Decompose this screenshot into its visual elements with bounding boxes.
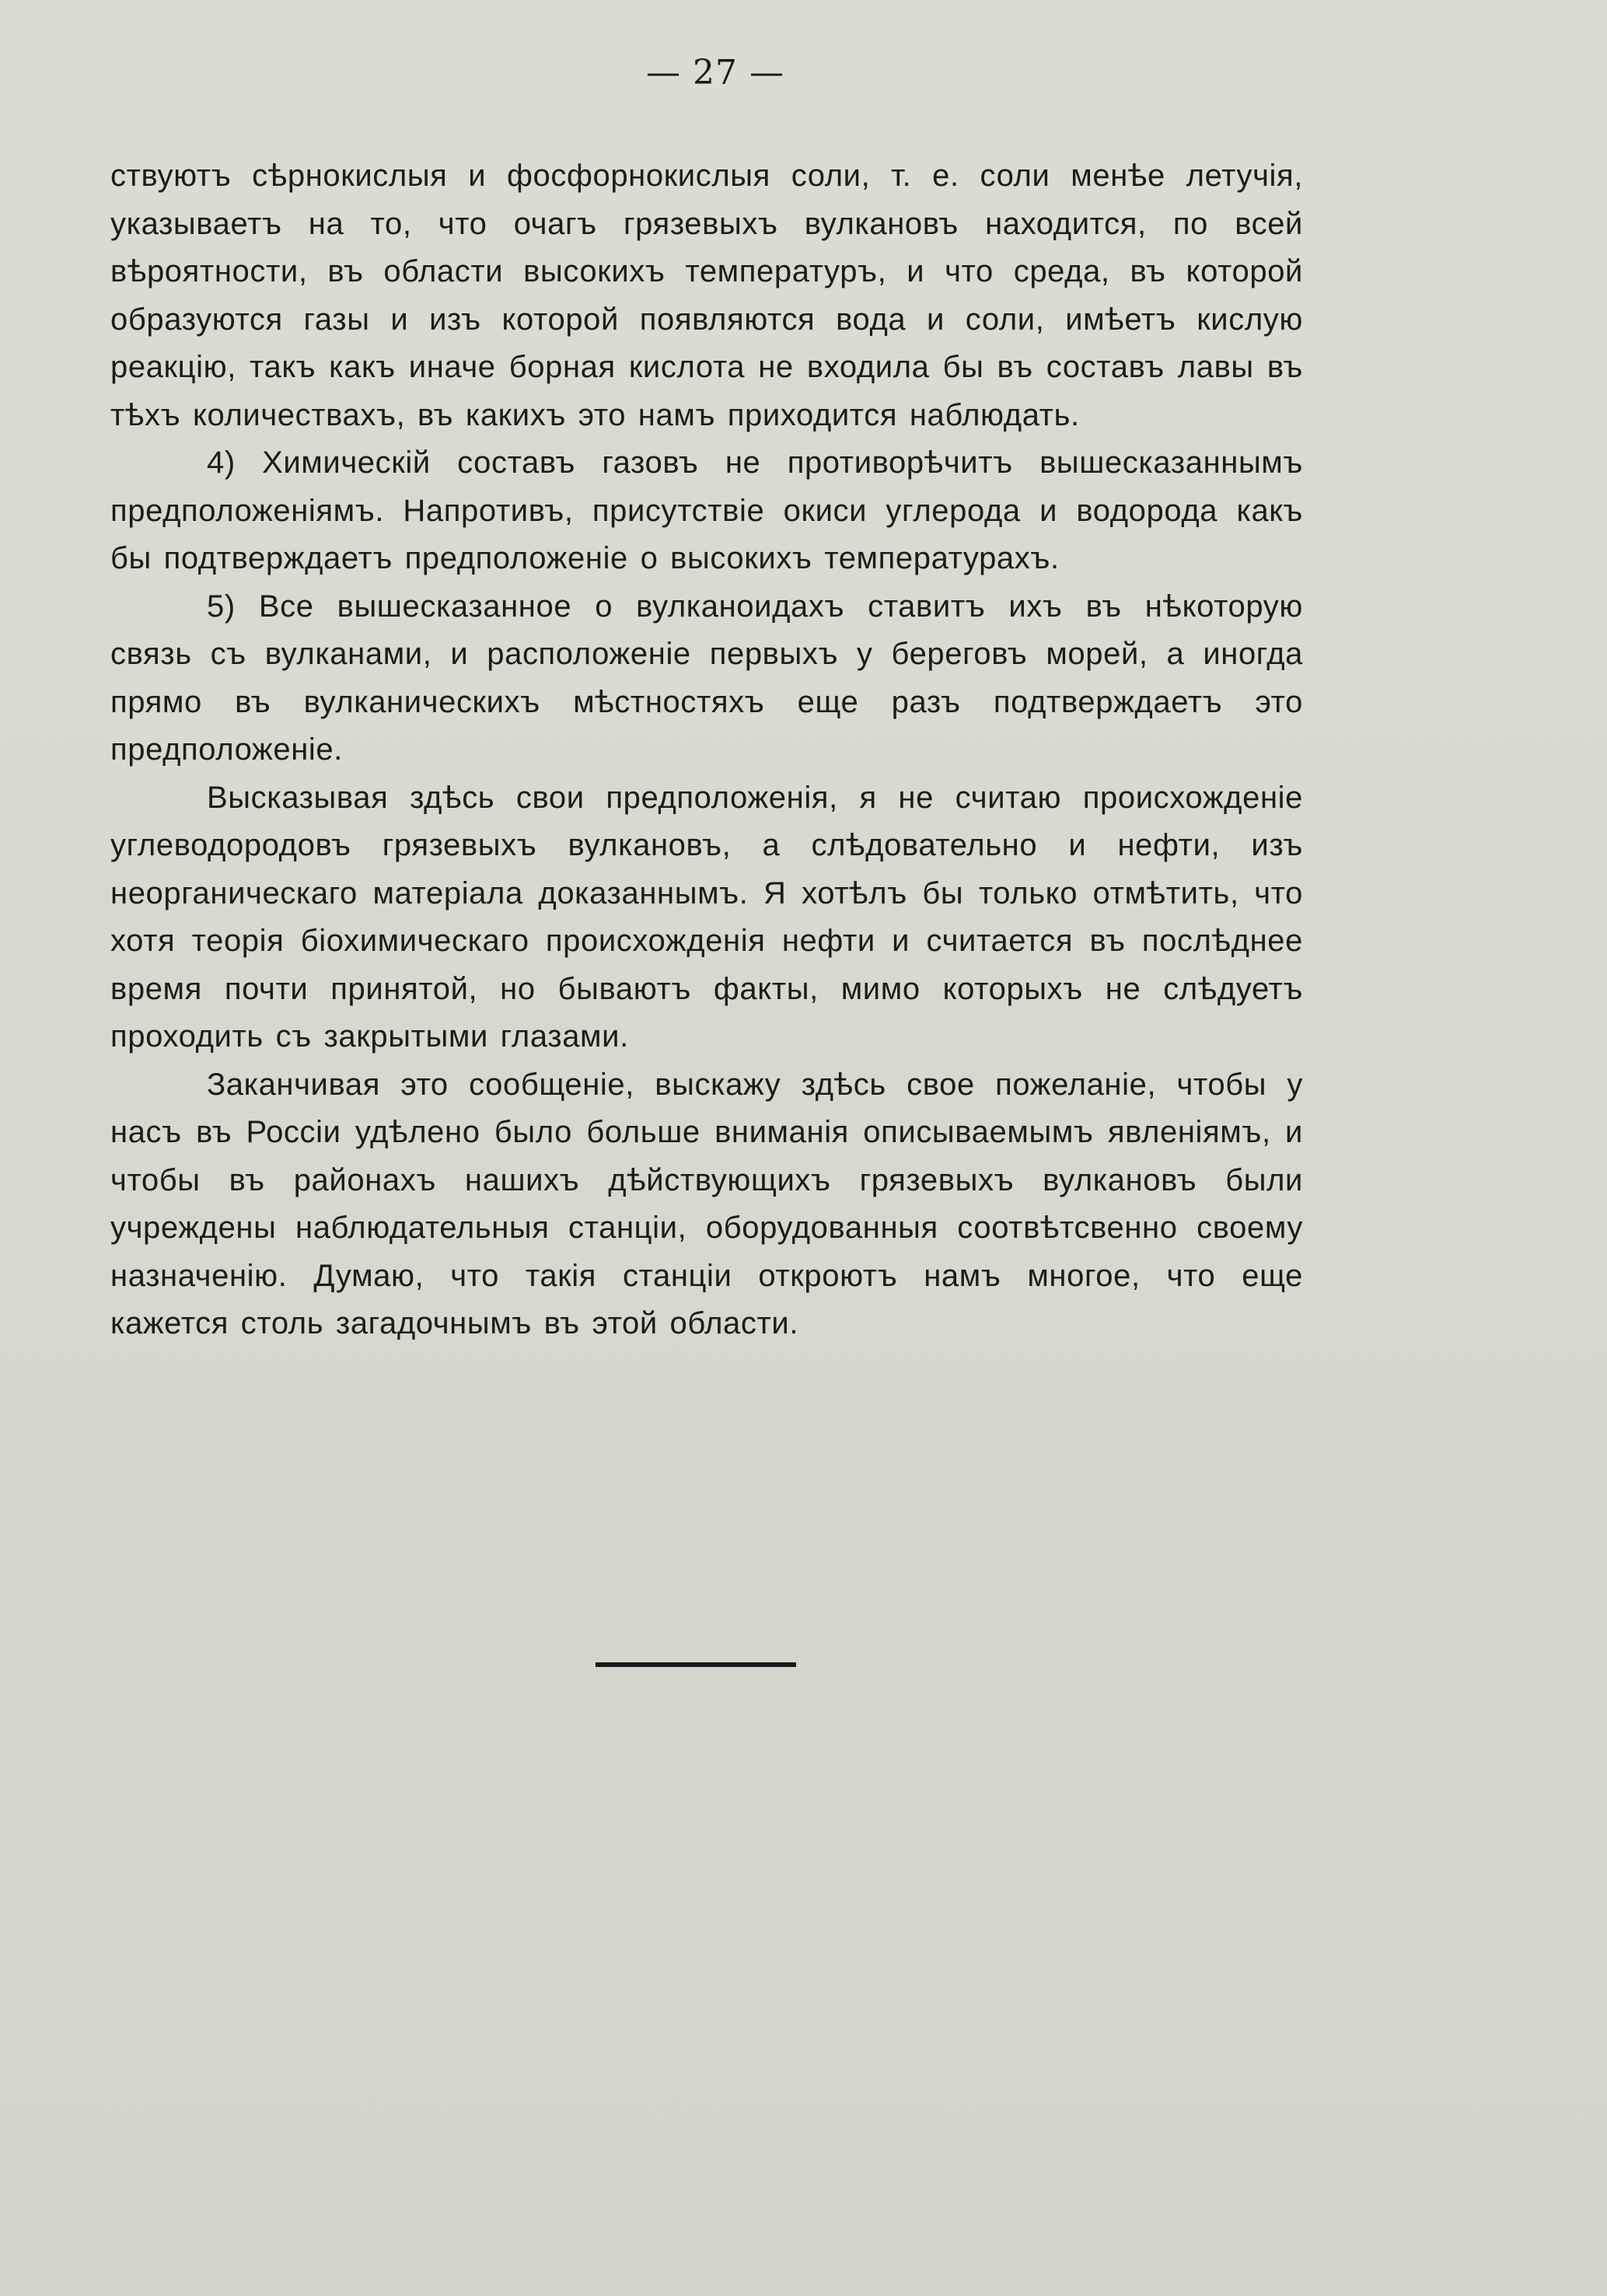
paragraph-hypothesis: Высказывая здѣсь свои предположенія, я не считаю происхожденіе углеводородовъ грязевыхъ вулкановъ, а слѣдовательно и нефти, изъ неорганическаго матеріала доказаннымъ. Я хотѣлъ бы только отмѣтить, что хотя теорія біохимическаго происхожденія нефти и считается въ послѣднее время почти принятой, но бываютъ факты, мимо которыхъ не слѣдуетъ проходить съ закрытыми глазами. — [110, 780, 1303, 1054]
body-text — [110, 152, 1303, 1348]
paragraph-conclusion: Заканчивая это сообщеніе, выскажу здѣсь свое пожеланіе, чтобы у насъ въ Россіи удѣлено было больше вниманія описываемымъ явленіямъ, и чтобы въ районахъ нашихъ дѣйствующихъ грязевыхъ вулкановъ были учреждены наблюдательныя станціи, оборудованныя соотвѣтсвенно своему назначенію. Думаю, что такія станціи откроютъ намъ многое, что еще кажется столь загадочнымъ въ этой области. — [110, 1067, 1303, 1340]
end-rule — [596, 1662, 796, 1667]
paragraph-point-5: 5) Все вышесказанное о вулканоидахъ ставитъ ихъ въ нѣкоторую связь съ вулканами, и расположеніе первыхъ у береговъ морей, а иногда прямо въ вулканическихъ мѣстностяхъ еще разъ подтверждаетъ это предположеніе. — [110, 589, 1303, 767]
paragraph-point-4: 4) Химическій составъ газовъ не противорѣчитъ вышесказаннымъ предположеніямъ. Напротивъ, присутствіе окиси углерода и водорода какъ бы подтверждаетъ предположеніе о высокихъ температурахъ. — [110, 446, 1303, 575]
page-number: — 27 — — [646, 53, 784, 93]
paragraph-continuation: ствуютъ сѣрнокислыя и фосфорнокислыя соли, т. е. соли менѣе летучія, указываетъ на то, что очагъ грязевыхъ вулкановъ находится, по всей вѣроятности, въ области высокихъ температуръ, и что среда, въ которой образуются газы и изъ которой появляются вода и соли, имѣетъ кислую реакцію, такъ какъ иначе борная кислота не входила бы въ составъ лавы въ тѣхъ количествахъ, въ какихъ это намъ приходится наблюдать. — [110, 159, 1303, 432]
